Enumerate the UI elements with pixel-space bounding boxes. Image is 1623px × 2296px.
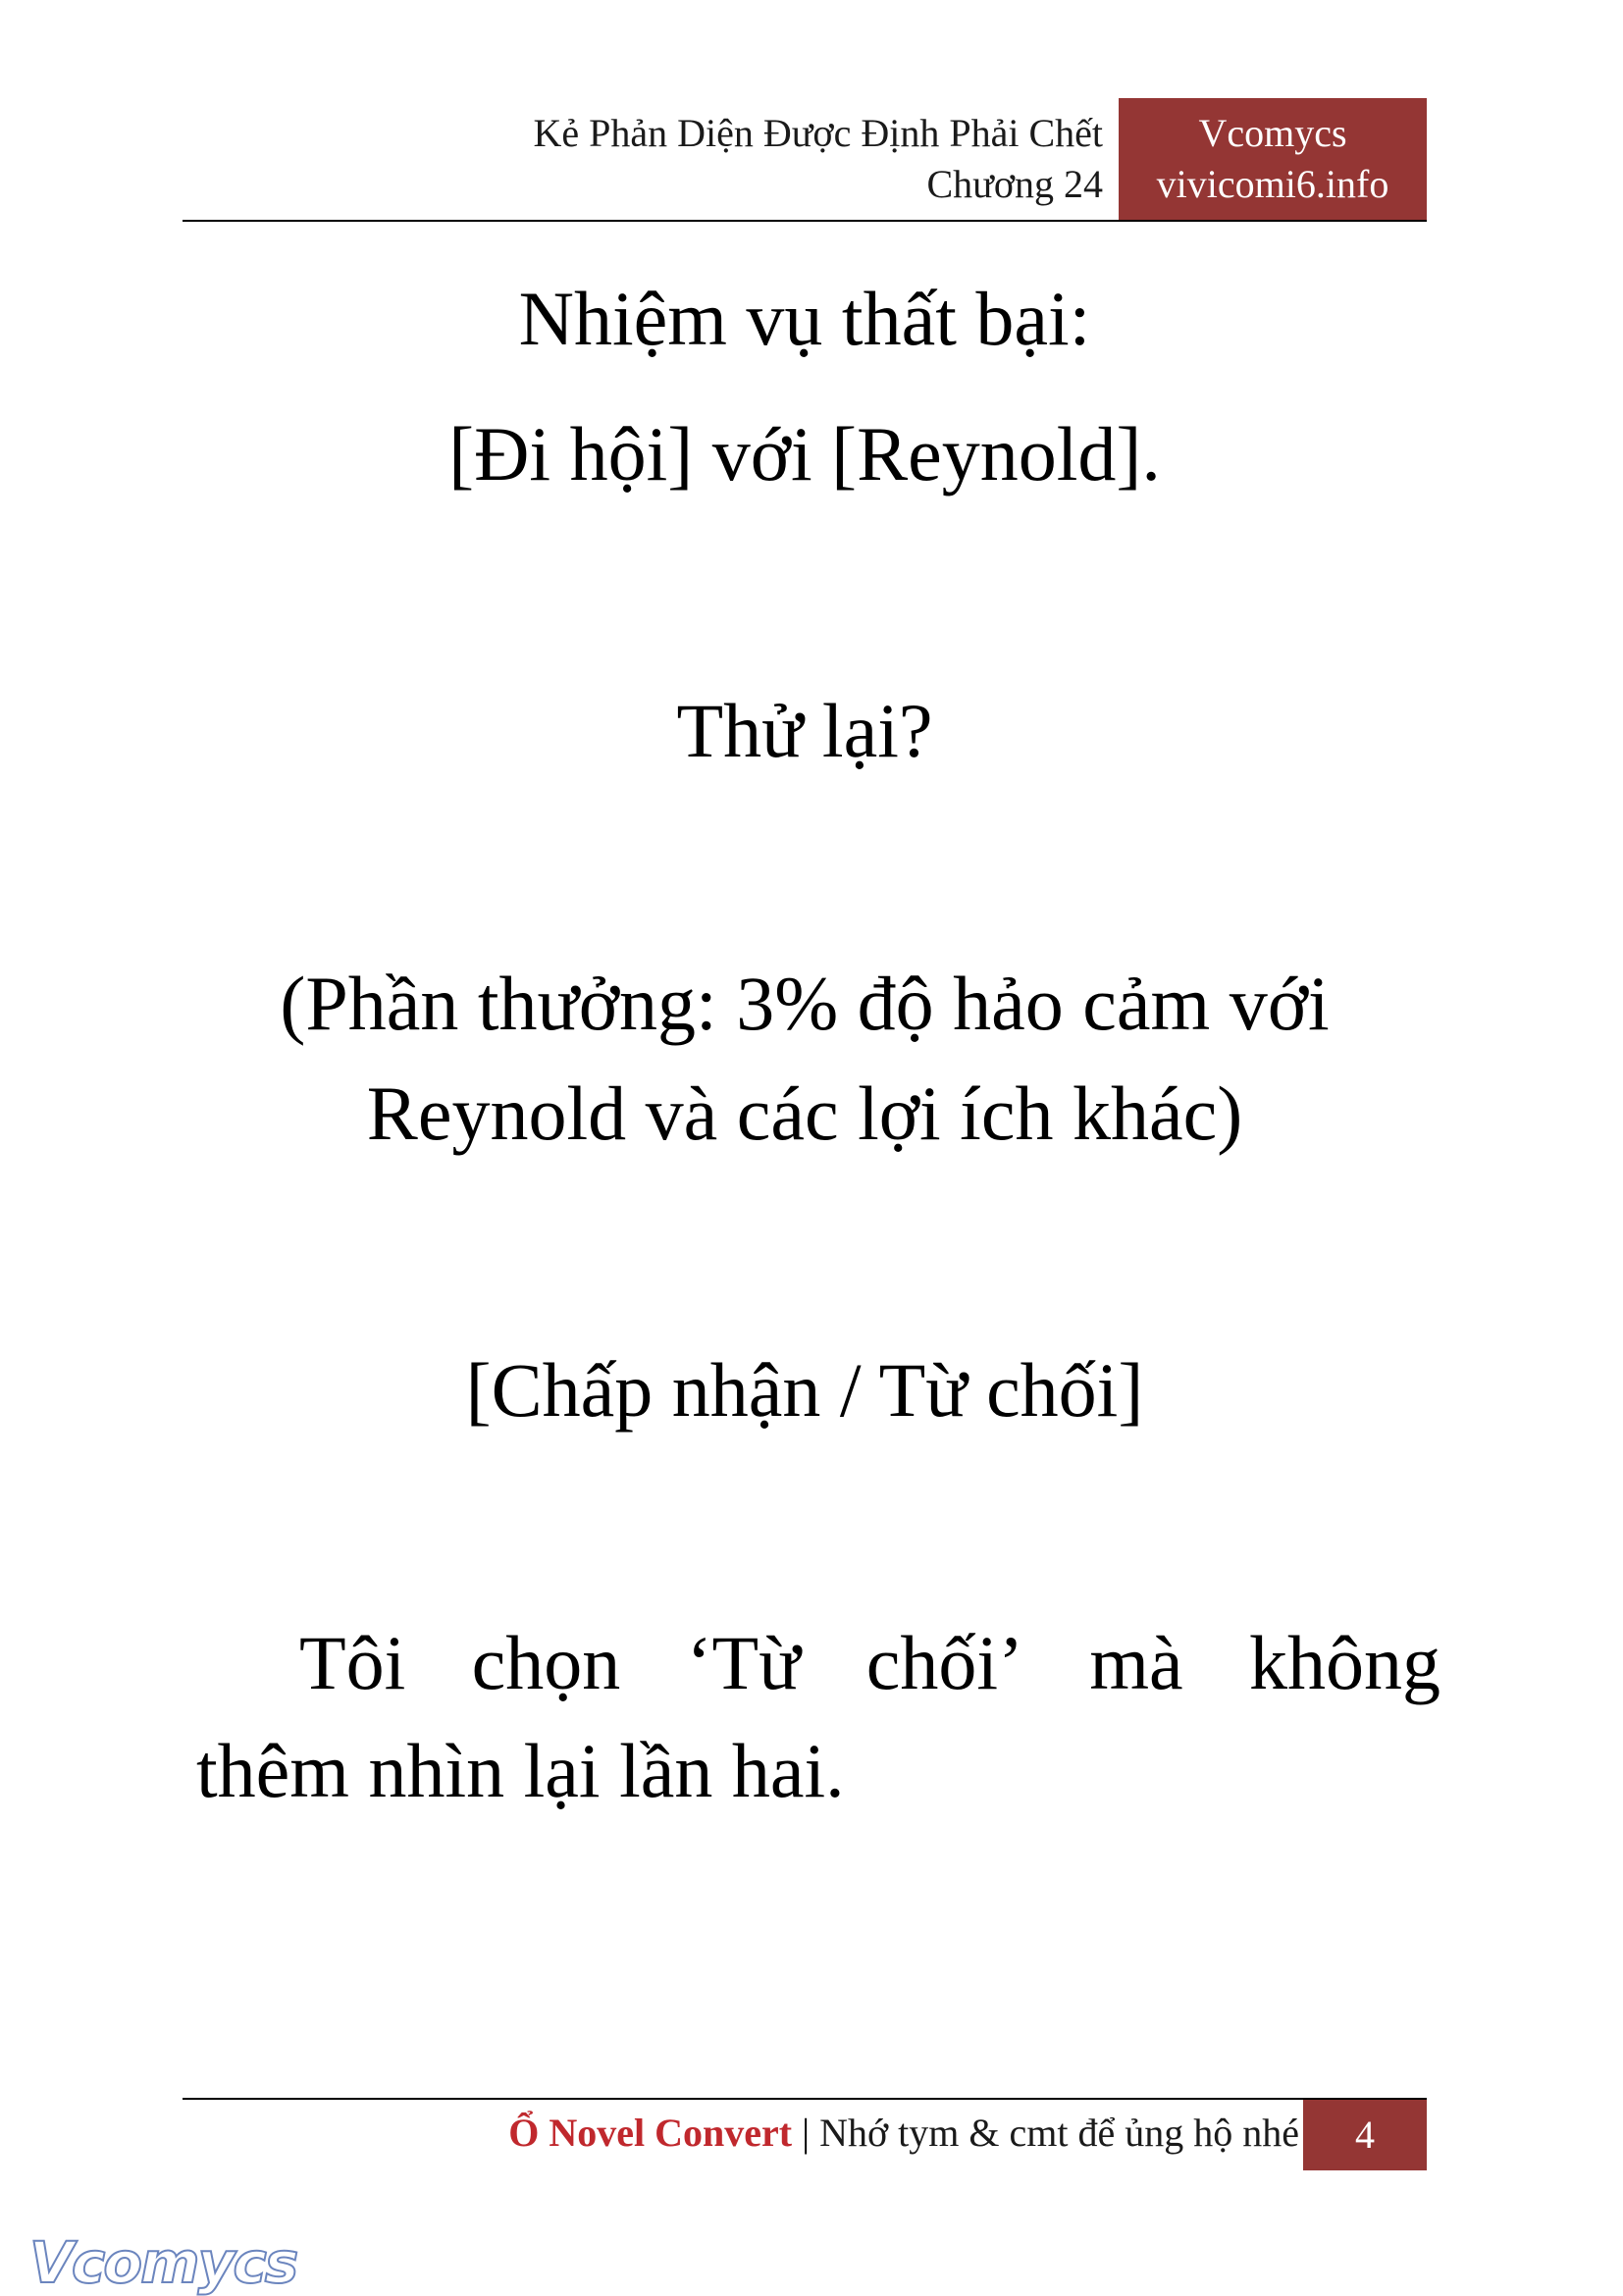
text-line-reward-2: Reynold và các lợi ích khác) [366, 1070, 1243, 1156]
chapter-label: Chương 24 [926, 162, 1103, 206]
text-line-choice: [Chấp nhận / Từ chối] [465, 1347, 1144, 1433]
word: mà [1089, 1620, 1183, 1705]
text-line-mission-failed: Nhiệm vụ thất bại: [518, 276, 1091, 361]
word: ‘Từ [686, 1620, 801, 1705]
site-name: Vcomycs [1198, 111, 1347, 155]
paragraph-line-2: thêm nhìn lại lần hai. [196, 1728, 845, 1813]
book-title: Kẻ Phản Diện Được Định Phải Chết [533, 111, 1103, 155]
page-number: 4 [1303, 2100, 1427, 2170]
text-line-reward-1: (Phần thưởng: 3% độ hảo cảm với [280, 961, 1330, 1046]
text-line-event: [Đi hội] với [Reynold]. [448, 411, 1161, 496]
header-title-block [533, 108, 1103, 210]
site-badge[interactable] [1119, 98, 1427, 220]
footer-separator: | [802, 2111, 811, 2155]
vcomycs-logo-icon: Vcomycs [29, 2229, 297, 2296]
footer-divider [183, 2098, 1427, 2100]
footer-brand[interactable]: Ổ Novel Convert [508, 2111, 793, 2155]
word: chối’ [865, 1620, 1024, 1705]
footer-slogan: Nhớ tym & cmt để ủng hộ nhé [819, 2111, 1299, 2155]
text-line-retry: Thử lại? [676, 688, 933, 773]
word: chọn [471, 1620, 621, 1705]
header-divider [183, 220, 1427, 222]
word: Tôi [299, 1620, 406, 1705]
footer-text [508, 2106, 1299, 2161]
paragraph-line-1 [196, 1609, 1440, 1717]
page-header [183, 98, 1427, 220]
site-url: vivicomi6.info [1156, 162, 1389, 206]
word: không [1248, 1620, 1440, 1705]
paragraph-decision [196, 1609, 1440, 1825]
